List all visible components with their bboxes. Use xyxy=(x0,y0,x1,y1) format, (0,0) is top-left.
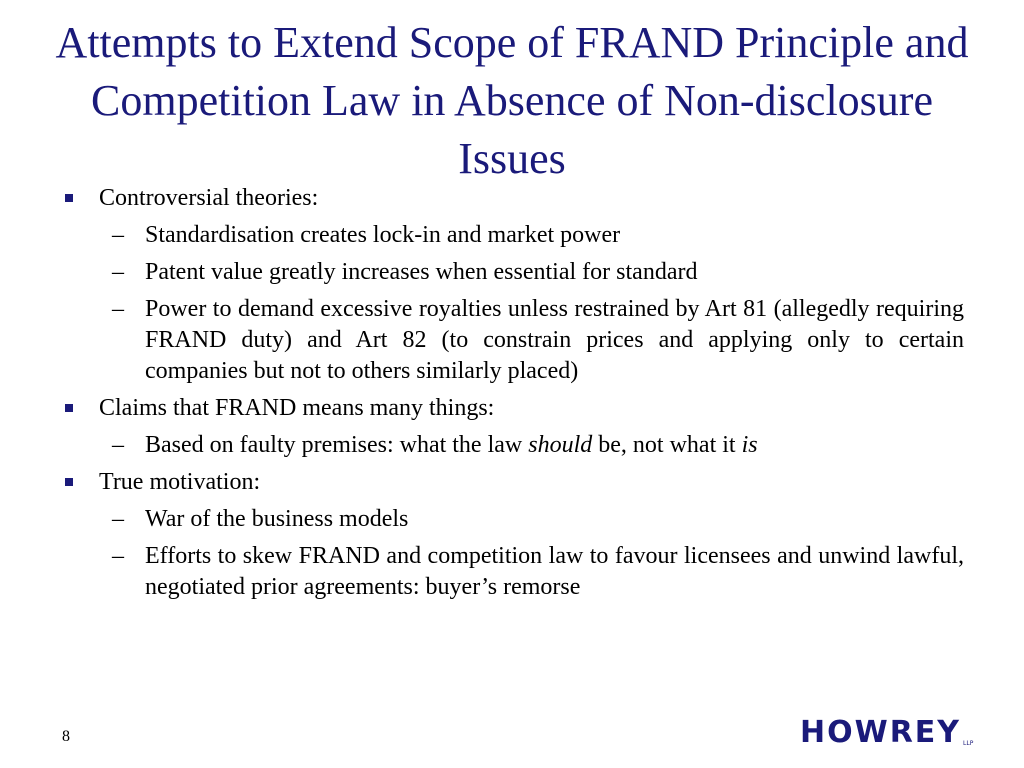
dash-marker: – xyxy=(112,296,124,322)
dash-marker: – xyxy=(112,432,124,458)
bullet-item xyxy=(62,467,964,498)
sub-bullet-item xyxy=(62,504,964,535)
slide-content xyxy=(62,183,964,609)
bullet-text: Controversial theories: xyxy=(99,185,319,211)
logo-text: HOWREY xyxy=(800,715,962,750)
sub-bullet-text xyxy=(145,432,758,458)
sub-bullet-item xyxy=(62,257,964,288)
emphasis-should: should xyxy=(528,432,593,458)
slide-title: Attempts to Extend Scope of FRAND Principle and Competition Law in Absence of Non-disclosure Issues xyxy=(55,18,969,183)
dash-marker: – xyxy=(112,543,124,569)
logo-suffix: LLP xyxy=(963,740,974,747)
sub-bullet-item xyxy=(62,294,964,387)
sub-bullet-text: War of the business models xyxy=(145,506,409,532)
sub-bullet-text: Power to demand excessive royalties unless restrained by Art 81 (allegedly requiring FRAND duty) and Art 82 (to constrain prices and applying only to certain companies but not to others similarly placed) xyxy=(145,296,964,384)
sub-bullet-item xyxy=(62,220,964,251)
sub-bullet-text: Standardisation creates lock-in and market power xyxy=(145,222,621,248)
page-number: 8 xyxy=(62,728,70,745)
dash-marker: – xyxy=(112,506,124,532)
sub-bullet-text-part: Based on faulty premises: what the law xyxy=(145,432,529,458)
bullet-text: True motivation: xyxy=(99,469,261,495)
bullet-item xyxy=(62,183,964,214)
sub-bullet-item xyxy=(62,541,964,603)
sub-bullet-item xyxy=(62,430,964,461)
sub-bullet-text-part: be, not what it xyxy=(592,432,742,458)
sub-bullet-text: Patent value greatly increases when essential for standard xyxy=(145,259,698,285)
dash-marker: – xyxy=(112,259,124,285)
emphasis-is: is xyxy=(741,432,758,458)
bullet-text: Claims that FRAND means many things: xyxy=(99,395,495,421)
howrey-logo xyxy=(800,714,973,748)
square-bullet-icon xyxy=(65,478,73,486)
sub-bullet-text: Efforts to skew FRAND and competition law to favour licensees and unwind lawful, negotiated prior agreements: buyer’s remorse xyxy=(145,543,964,600)
bullet-item xyxy=(62,393,964,424)
square-bullet-icon xyxy=(65,194,73,202)
dash-marker: – xyxy=(112,222,124,248)
square-bullet-icon xyxy=(65,404,73,412)
